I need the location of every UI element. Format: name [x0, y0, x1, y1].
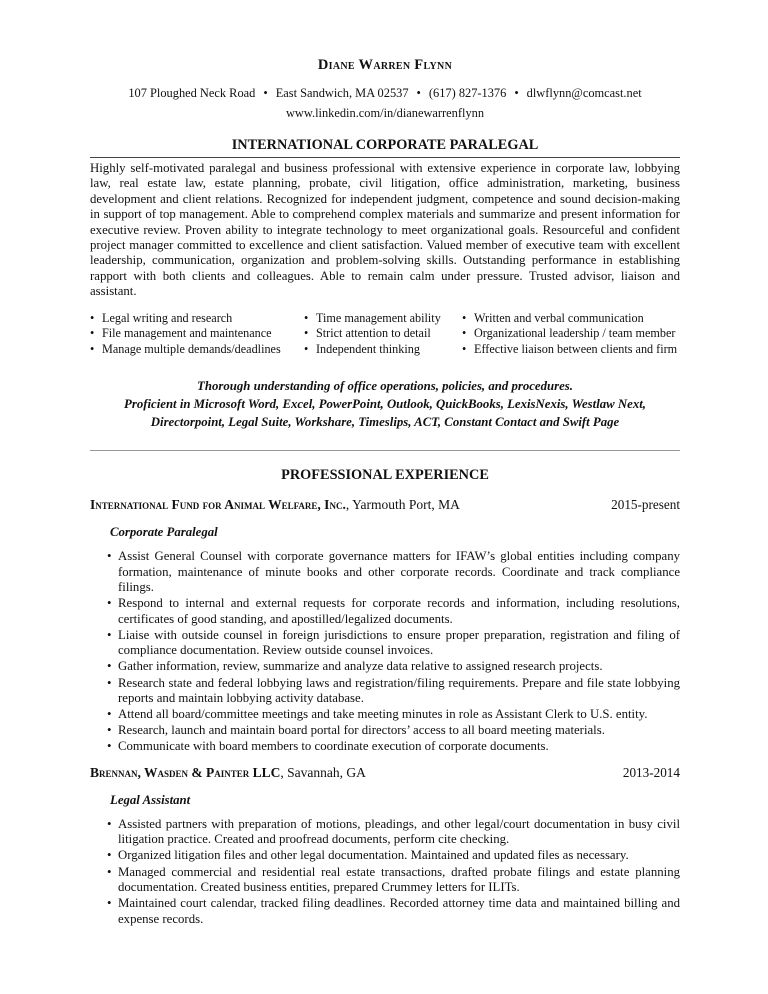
job-duties	[90, 549, 680, 755]
duty-item: • Communicate with board members to coordinate execution of corporate documents.	[118, 739, 680, 755]
experience-heading: PROFESSIONAL EXPERIENCE	[281, 467, 489, 484]
duty-item: • Research state and federal lobbying laws and registration/filing requirements. Prepare and file state lobbying reports and maintain lobbying activity database.	[118, 676, 680, 707]
skills-list	[90, 311, 680, 358]
resume-page	[90, 0, 680, 928]
duty-item: • Maintained court calendar, tracked filing deadlines. Recorded attorney time data and maintained billing and expense records.	[118, 896, 680, 927]
job-dates: 2015-present	[611, 497, 680, 513]
duty-item: • Assist General Counsel with corporate governance matters for IFAW’s global entities including company formation, maintenance of minute books and other corporate records. Coordinate and track compliance filings.	[118, 549, 680, 596]
duty-item: • Liaise with outside counsel in foreign jurisdictions to ensure proper preparation, registration and filing of compliance documentation. Review outside counsel invoices.	[118, 628, 680, 659]
duty-item: • Organized litigation files and other legal documentation. Maintained and updated files as necessary.	[118, 848, 680, 864]
job-dates: 2013-2014	[622, 764, 680, 780]
job-duties	[90, 817, 680, 927]
employer-line	[90, 496, 460, 513]
proficiency-line: Directorpoint, Legal Suite, Workshare, Timeslips, ACT, Constant Contact and Swift Page	[150, 415, 620, 430]
skill-item: • Organizational leadership / team member	[462, 326, 680, 342]
email-address[interactable]: dlwflynn@comcast.net	[526, 86, 642, 100]
job-role: Legal Assistant	[110, 792, 191, 807]
separator-dot: •	[263, 86, 268, 100]
job-header	[90, 764, 680, 781]
employer-location: , Yarmouth Port, MA	[345, 497, 460, 513]
skill-item: • Legal writing and research	[90, 311, 304, 327]
duty-item: • Gather information, review, summarize and analyze data relative to assigned research projects.	[118, 659, 680, 675]
separator-dot: •	[416, 86, 421, 100]
proficiency-line: Proficient in Microsoft Word, Excel, PowerPoint, Outlook, QuickBooks, LexisNexis, Westlaw Next,	[124, 397, 646, 412]
summary-paragraph: Highly self-motivated paralegal and business professional with extensive experience in corporate law, lobbying law, real estate law, estate planning, probate, civil litigation, office administration, marketing, business development and client relations. Recognized for independent judgment, competence and sound decision-making in support of top management. Able to comprehend complex materials and summarize and present information for executive review. Proven ability to integrate technology to meet organizational goals. Resourceful and confident project manager committed to excellence and client satisfaction. Valued member of executive team with excellent leadership, communication, organization and problem-solving skills. Outstanding performance in establishing rapport with both clients and colleagues. Able to remain calm under pressure. Trusted advisor, liaison and assistant.	[90, 161, 680, 299]
duty-item: • Respond to internal and external requests for corporate records and information, including resolutions, certificates of good standing, and apostilled/legalized documents.	[118, 596, 680, 627]
contact-line	[80, 86, 690, 101]
city-state-zip: East Sandwich, MA 02537	[275, 86, 409, 100]
duty-item: • Assisted partners with preparation of motions, pleadings, and other legal/court documentation in busy civil litigation practice. Created and proofread documents, perform cite checking.	[118, 817, 680, 848]
skill-item: • Effective liaison between clients and firm	[462, 342, 680, 358]
job-header	[90, 496, 680, 513]
skills-column-3	[462, 311, 680, 358]
duty-item: • Managed commercial and residential real estate transactions, drafted probate filings and estate planning documentation. Created business entities, prepared Crummey letters for ILITs.	[118, 865, 680, 896]
skills-column-2	[304, 311, 462, 358]
skill-item: • Independent thinking	[304, 342, 462, 358]
skill-item: • Strict attention to detail	[304, 326, 462, 342]
proficiency-block	[90, 377, 680, 451]
employer-location: , Savannah, GA	[280, 764, 366, 780]
employer-name: Brennan, Wasden & Painter LLC	[90, 764, 281, 780]
employer-line	[90, 764, 366, 781]
skill-item: • Time management ability	[304, 311, 462, 327]
employer-name: International Fund for Animal Welfare, Inc.	[90, 497, 346, 513]
job-role: Corporate Paralegal	[110, 525, 218, 540]
duty-item: • Research, launch and maintain board portal for directors’ access to all board meeting materials.	[118, 723, 680, 739]
skill-item: • Written and verbal communication	[462, 311, 680, 327]
skill-item: • Manage multiple demands/deadlines	[90, 342, 304, 358]
skills-column-1	[90, 311, 304, 358]
proficiency-line: Thorough understanding of office operations, policies, and procedures.	[197, 379, 573, 394]
skill-item: • File management and maintenance	[90, 326, 304, 342]
phone-number: (617) 827-1376	[428, 86, 507, 100]
candidate-name: Diane Warren Flynn	[317, 57, 453, 73]
separator-dot: •	[514, 86, 519, 100]
street-address: 107 Ploughed Neck Road	[128, 86, 256, 100]
linkedin-url[interactable]: www.linkedin.com/in/dianewarrenflynn	[285, 106, 485, 120]
professional-title: INTERNATIONAL CORPORATE PARALEGAL	[90, 136, 680, 158]
duty-item: • Attend all board/committee meetings and take meeting minutes in role as Assistant Clerk to U.S. entity.	[118, 707, 680, 723]
